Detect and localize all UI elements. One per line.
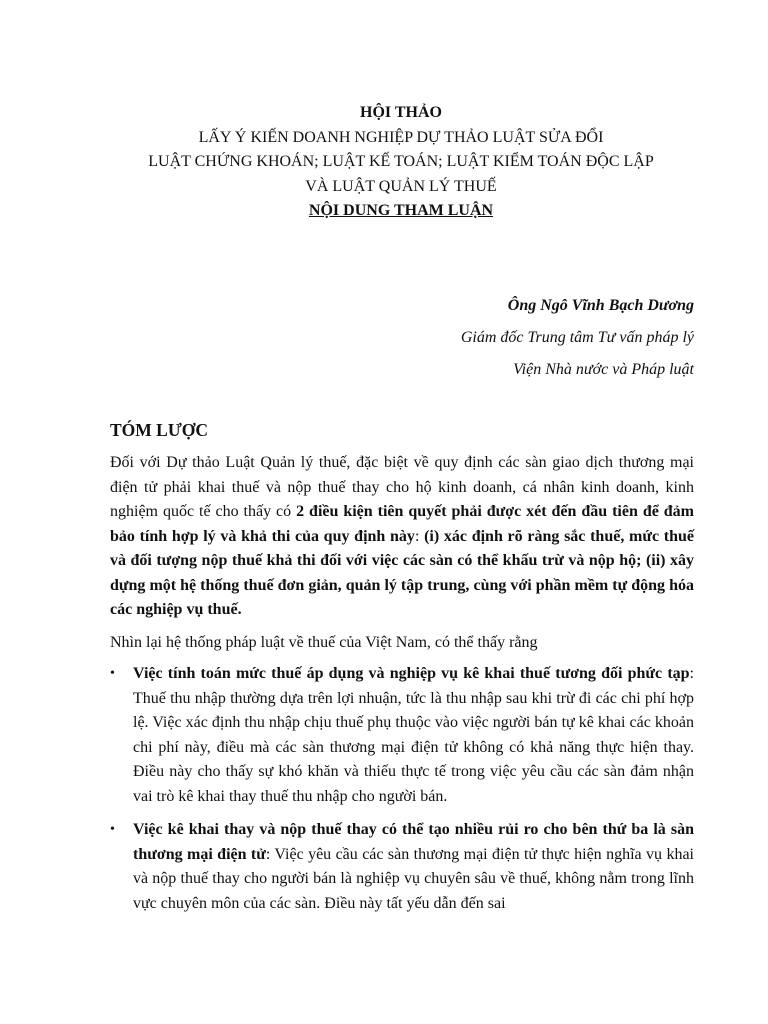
list-item <box>110 662 694 809</box>
bullet-heading: Việc tính toán mức thuế áp dụng và nghiệp vụ kê khai thuế tương đối phức tạp <box>133 665 690 682</box>
summary-body <box>110 451 694 925</box>
bullet-text: : Việc yêu cầu các sàn thương mại điện tử thực hiện nghĩa vụ khai và nộp thuế thay cho người bán là nghiệp vụ chuyên sâu về thuế, không nằm trong lĩnh vực chuyên môn của các sàn. Điều này tất yếu dẫn đến sai <box>133 845 694 912</box>
document-header <box>108 101 694 224</box>
summary-p1-text: Đối với Dự thảo Luật Quản lý thuế, đặc biệt về quy định các sàn giao dịch thương mại điện tử phải khai thuế và nộp thuế thay cho hộ kinh doanh, cá nhân kinh doanh, kinh nghiệm quốc tế cho thấy có <box>110 454 694 520</box>
summary-heading: TÓM LƯỢC <box>110 420 209 440</box>
bullet-icon: • <box>110 666 115 681</box>
summary-bullet-list <box>110 662 694 916</box>
summary-paragraph-1 <box>110 451 694 623</box>
author-position: Giám đốc Trung tâm Tư vấn pháp lý <box>460 329 694 346</box>
summary-p1-conditions: (i) xác định rõ ràng sắc thuế, mức thuế và đối tượng nộp thuế khả thi đối với việc các sàn có thể khấu trừ và nộp hộ; (ii) xây dựng một hệ thống thuế đơn giản, quản lý tập trung, cùng với phần mềm tự động hóa các nghiệp vụ thuế. <box>110 527 694 618</box>
list-item <box>110 818 694 916</box>
author-organization: Viện Nhà nước và Pháp luật <box>513 361 694 378</box>
summary-paragraph-2: Nhìn lại hệ thống pháp luật về thuế của Việt Nam, có thể thấy rằng <box>110 633 538 651</box>
bullet-icon: • <box>110 822 115 837</box>
author-block <box>274 290 694 386</box>
summary-p1-colon: : <box>414 527 425 545</box>
event-subtitle-line-2: LUẬT CHỨNG KHOÁN; LUẬT KẾ TOÁN; LUẬT KIỂM TOÁN ĐỘC LẬP <box>148 153 654 170</box>
event-subtitle-line-1: LẤY Ý KIẾN DOANH NGHIỆP DỰ THẢO LUẬT SỬA ĐỔI <box>198 128 604 146</box>
bullet-text: : Thuế thu nhập thường dựa trên lợi nhuận, tức là thu nhập sau khi trừ đi các chi phí hợp lệ. Việc xác định thu nhập chịu thuế phụ thuộc vào việc người bán tự kê khai các khoản chi phí này, điều mà các sàn thương mại điện tử không có khả năng thực hiện thay. Điều này cho thấy sự khó khăn và thiếu thực tế trong việc yêu cầu các sàn đảm nhận vai trò kê khai thay thuế thu nhập cho người bán. <box>133 665 694 805</box>
event-title: HỘI THẢO <box>360 104 442 121</box>
author-name: Ông Ngô Vĩnh Bạch Dương <box>507 297 694 314</box>
document-type-title: NỘI DUNG THAM LUẬN <box>308 202 494 219</box>
summary-p1-emphasis: 2 điều kiện tiên quyết phải được xét đến đầu tiên để đảm bảo tính hợp lý và khả thi của quy định này <box>110 503 695 545</box>
bullet-heading: Việc kê khai thay và nộp thuế thay có thể tạo nhiều rủi ro cho bên thứ ba là sàn thương mại điện tử <box>133 821 694 863</box>
event-subtitle-line-3: VÀ LUẬT QUẢN LÝ THUẾ <box>305 177 497 195</box>
